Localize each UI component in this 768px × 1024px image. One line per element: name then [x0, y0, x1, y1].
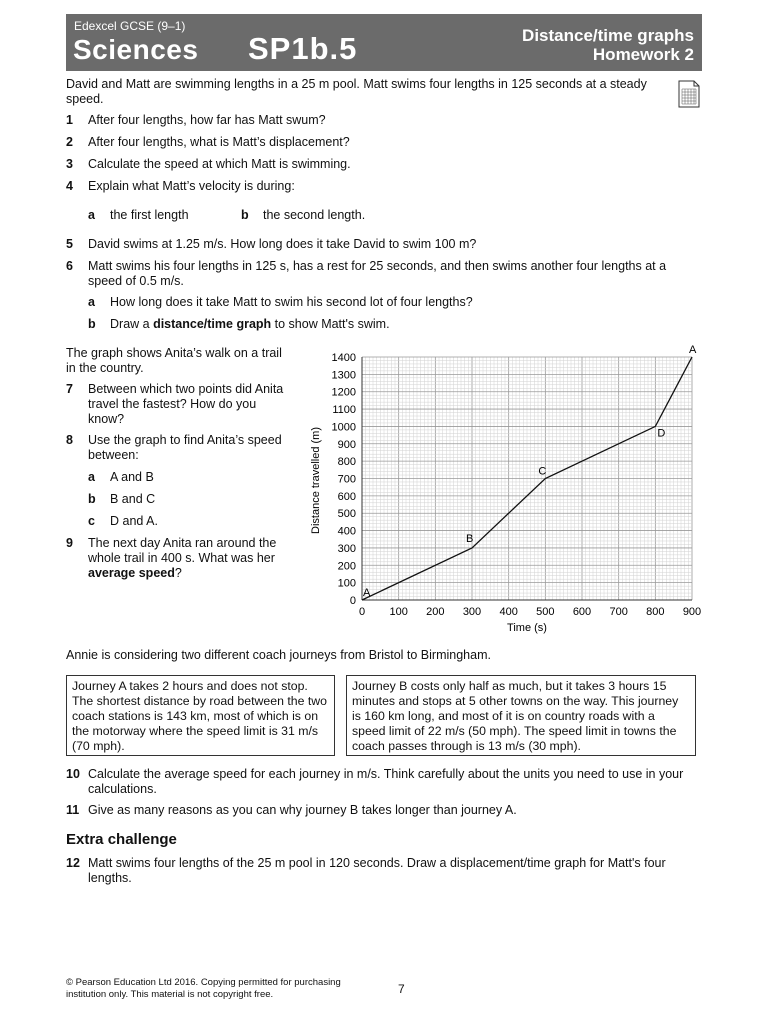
part-letter: a	[88, 208, 95, 222]
chart-x-axis-label: Time (s)	[507, 622, 547, 634]
graph-intro	[66, 346, 298, 376]
coach-intro: Annie is considering two different coach journeys from Bristol to Birmingham.	[66, 648, 491, 662]
question-number: 9	[66, 536, 73, 550]
part-text	[110, 317, 390, 332]
x-tick-label: 100	[389, 606, 408, 618]
question-text-post: ?	[174, 566, 182, 580]
question-number: 12	[66, 856, 80, 870]
y-tick-label: 1200	[331, 386, 356, 399]
graph-paper-icon	[678, 80, 700, 108]
question-text: Matt swims four lengths of the 25 m pool in 120 seconds. Draw a displacement/time graph for Matt's four lengths.	[88, 856, 666, 885]
point-label-a: A	[363, 587, 371, 599]
question-text: Calculate the speed at which Matt is swimming.	[88, 157, 351, 171]
journey-b-text: Journey B costs only half as much, but it takes 3 hours 15 minutes and stops at 5 other towns on the way. This journey is 160 km long, and most of it is on country roads with a speed limit of 22 m/s (50 mph). The speed limit in towns the coach passes through is 13 m/s (30 mph).	[352, 679, 679, 753]
x-tick-label: 0	[358, 606, 366, 618]
x-tick-label: 700	[609, 606, 628, 618]
extra-challenge-heading: Extra challenge	[66, 831, 177, 848]
question-number: 6	[66, 259, 73, 273]
brand-label: Edexcel GCSE (9–1)	[74, 19, 186, 33]
page-number: 7	[398, 982, 405, 996]
question-text: Calculate the average speed for each journey in m/s. Think carefully about the units you need to use in your calculations.	[88, 767, 684, 796]
y-tick-label: 0	[349, 595, 356, 607]
question-text: Use the graph to find Anita’s speed between:	[88, 433, 282, 462]
part-letter: b	[88, 492, 96, 506]
x-tick-label: 900	[682, 606, 702, 618]
copyright-footer: © Pearson Education Ltd 2016. Copying permitted for purchasing institution only. This material is not copyright free.	[66, 977, 341, 1000]
y-tick-label: 600	[337, 490, 356, 503]
y-tick-label: 900	[337, 438, 356, 451]
question-text: After four lengths, what is Matt’s displacement?	[88, 135, 350, 149]
page-title: Distance/time graphs	[522, 26, 694, 45]
question-text-bold: average speed	[88, 566, 175, 580]
question-text: Give as many reasons as you can why journey B takes longer than journey A.	[88, 803, 517, 817]
part-text: the second length.	[263, 208, 366, 222]
question-number: 3	[66, 157, 73, 171]
point-label-c: C	[538, 465, 547, 478]
chart-grid	[362, 357, 692, 600]
part-text-bold: distance/time graph	[153, 317, 272, 331]
question-text-pre: The next day Anita ran around the whole trail in 400 s. What was her	[88, 536, 277, 565]
lesson-code: SP1b.5	[248, 31, 358, 66]
intro-text: David and Matt are swimming lengths in a 25 m pool. Matt swims four lengths in 125 seconds at a steady speed.	[66, 77, 647, 106]
point-label-a: A	[689, 344, 697, 356]
point-label-d: D	[657, 427, 666, 440]
y-tick-label: 1100	[332, 404, 356, 417]
journey-b-box	[346, 675, 696, 756]
journey-a-box	[66, 675, 335, 756]
point-label-b: B	[466, 532, 474, 545]
x-tick-label: 200	[426, 606, 445, 618]
y-tick-label: 100	[337, 577, 356, 590]
chart-y-axis-label: Distance travelled (m)	[310, 427, 322, 534]
y-tick-label: 1400	[331, 352, 356, 364]
graph-intro-text: The graph shows Anita’s walk on a trail in the country.	[66, 346, 282, 375]
question-number: 2	[66, 135, 73, 149]
x-tick-label: 500	[536, 606, 555, 618]
part-text: the first length	[110, 208, 189, 222]
part-letter: b	[241, 208, 249, 222]
y-tick-label: 1000	[331, 421, 356, 434]
question-number: 11	[66, 803, 80, 817]
y-tick-label: 400	[337, 525, 356, 538]
part-text-post: to show Matt's swim.	[271, 317, 390, 331]
question-text: David swims at 1.25 m/s. How long does it take David to swim 100 m?	[88, 237, 477, 251]
y-tick-label: 700	[337, 473, 356, 486]
distance-time-chart	[300, 340, 710, 640]
y-tick-label: 1300	[331, 369, 356, 382]
question-number: 5	[66, 237, 73, 251]
y-tick-label: 300	[337, 542, 356, 555]
part-letter: a	[88, 470, 95, 484]
y-tick-label: 800	[337, 456, 356, 469]
question-text: Between which two points did Anita travel the fastest? How do you know?	[88, 382, 284, 426]
question-number: 10	[66, 767, 80, 781]
journey-a-text: Journey A takes 2 hours and does not stop. The shortest distance by road between the two coach stations is 143 km, most of which is on the motorway where the speed limit is 31 m/s (70 mph).	[72, 679, 327, 753]
question-number: 4	[66, 179, 73, 193]
question-number: 8	[66, 433, 73, 447]
question-text: Matt swims his four lengths in 125 s, has a rest for 25 seconds, and then swims another four lengths at a speed of 0.5 m/s.	[88, 259, 667, 288]
question-text	[88, 536, 293, 581]
part-text: A and B	[110, 470, 154, 484]
page-header	[66, 14, 702, 71]
page-subtitle: Homework 2	[592, 45, 694, 64]
x-tick-label: 300	[462, 606, 482, 618]
question-text: Explain what Matt’s velocity is during:	[88, 179, 295, 193]
part-text-pre: Draw a	[110, 317, 154, 331]
question-number: 7	[66, 382, 73, 396]
x-tick-label: 600	[572, 606, 592, 618]
y-tick-label: 200	[337, 560, 356, 573]
part-letter: b	[88, 317, 96, 331]
part-text: D and A.	[110, 514, 158, 528]
subject-title: Sciences	[73, 34, 199, 65]
part-letter: c	[88, 514, 95, 528]
y-tick-label: 500	[337, 508, 356, 521]
question-text: After four lengths, how far has Matt swum?	[88, 113, 326, 127]
question-number: 1	[66, 113, 73, 127]
part-text: How long does it take Matt to swim his second lot of four lengths?	[110, 295, 473, 309]
x-tick-label: 400	[499, 606, 518, 618]
part-letter: a	[88, 295, 95, 309]
part-text: B and C	[110, 492, 156, 506]
x-tick-label: 800	[646, 606, 665, 618]
